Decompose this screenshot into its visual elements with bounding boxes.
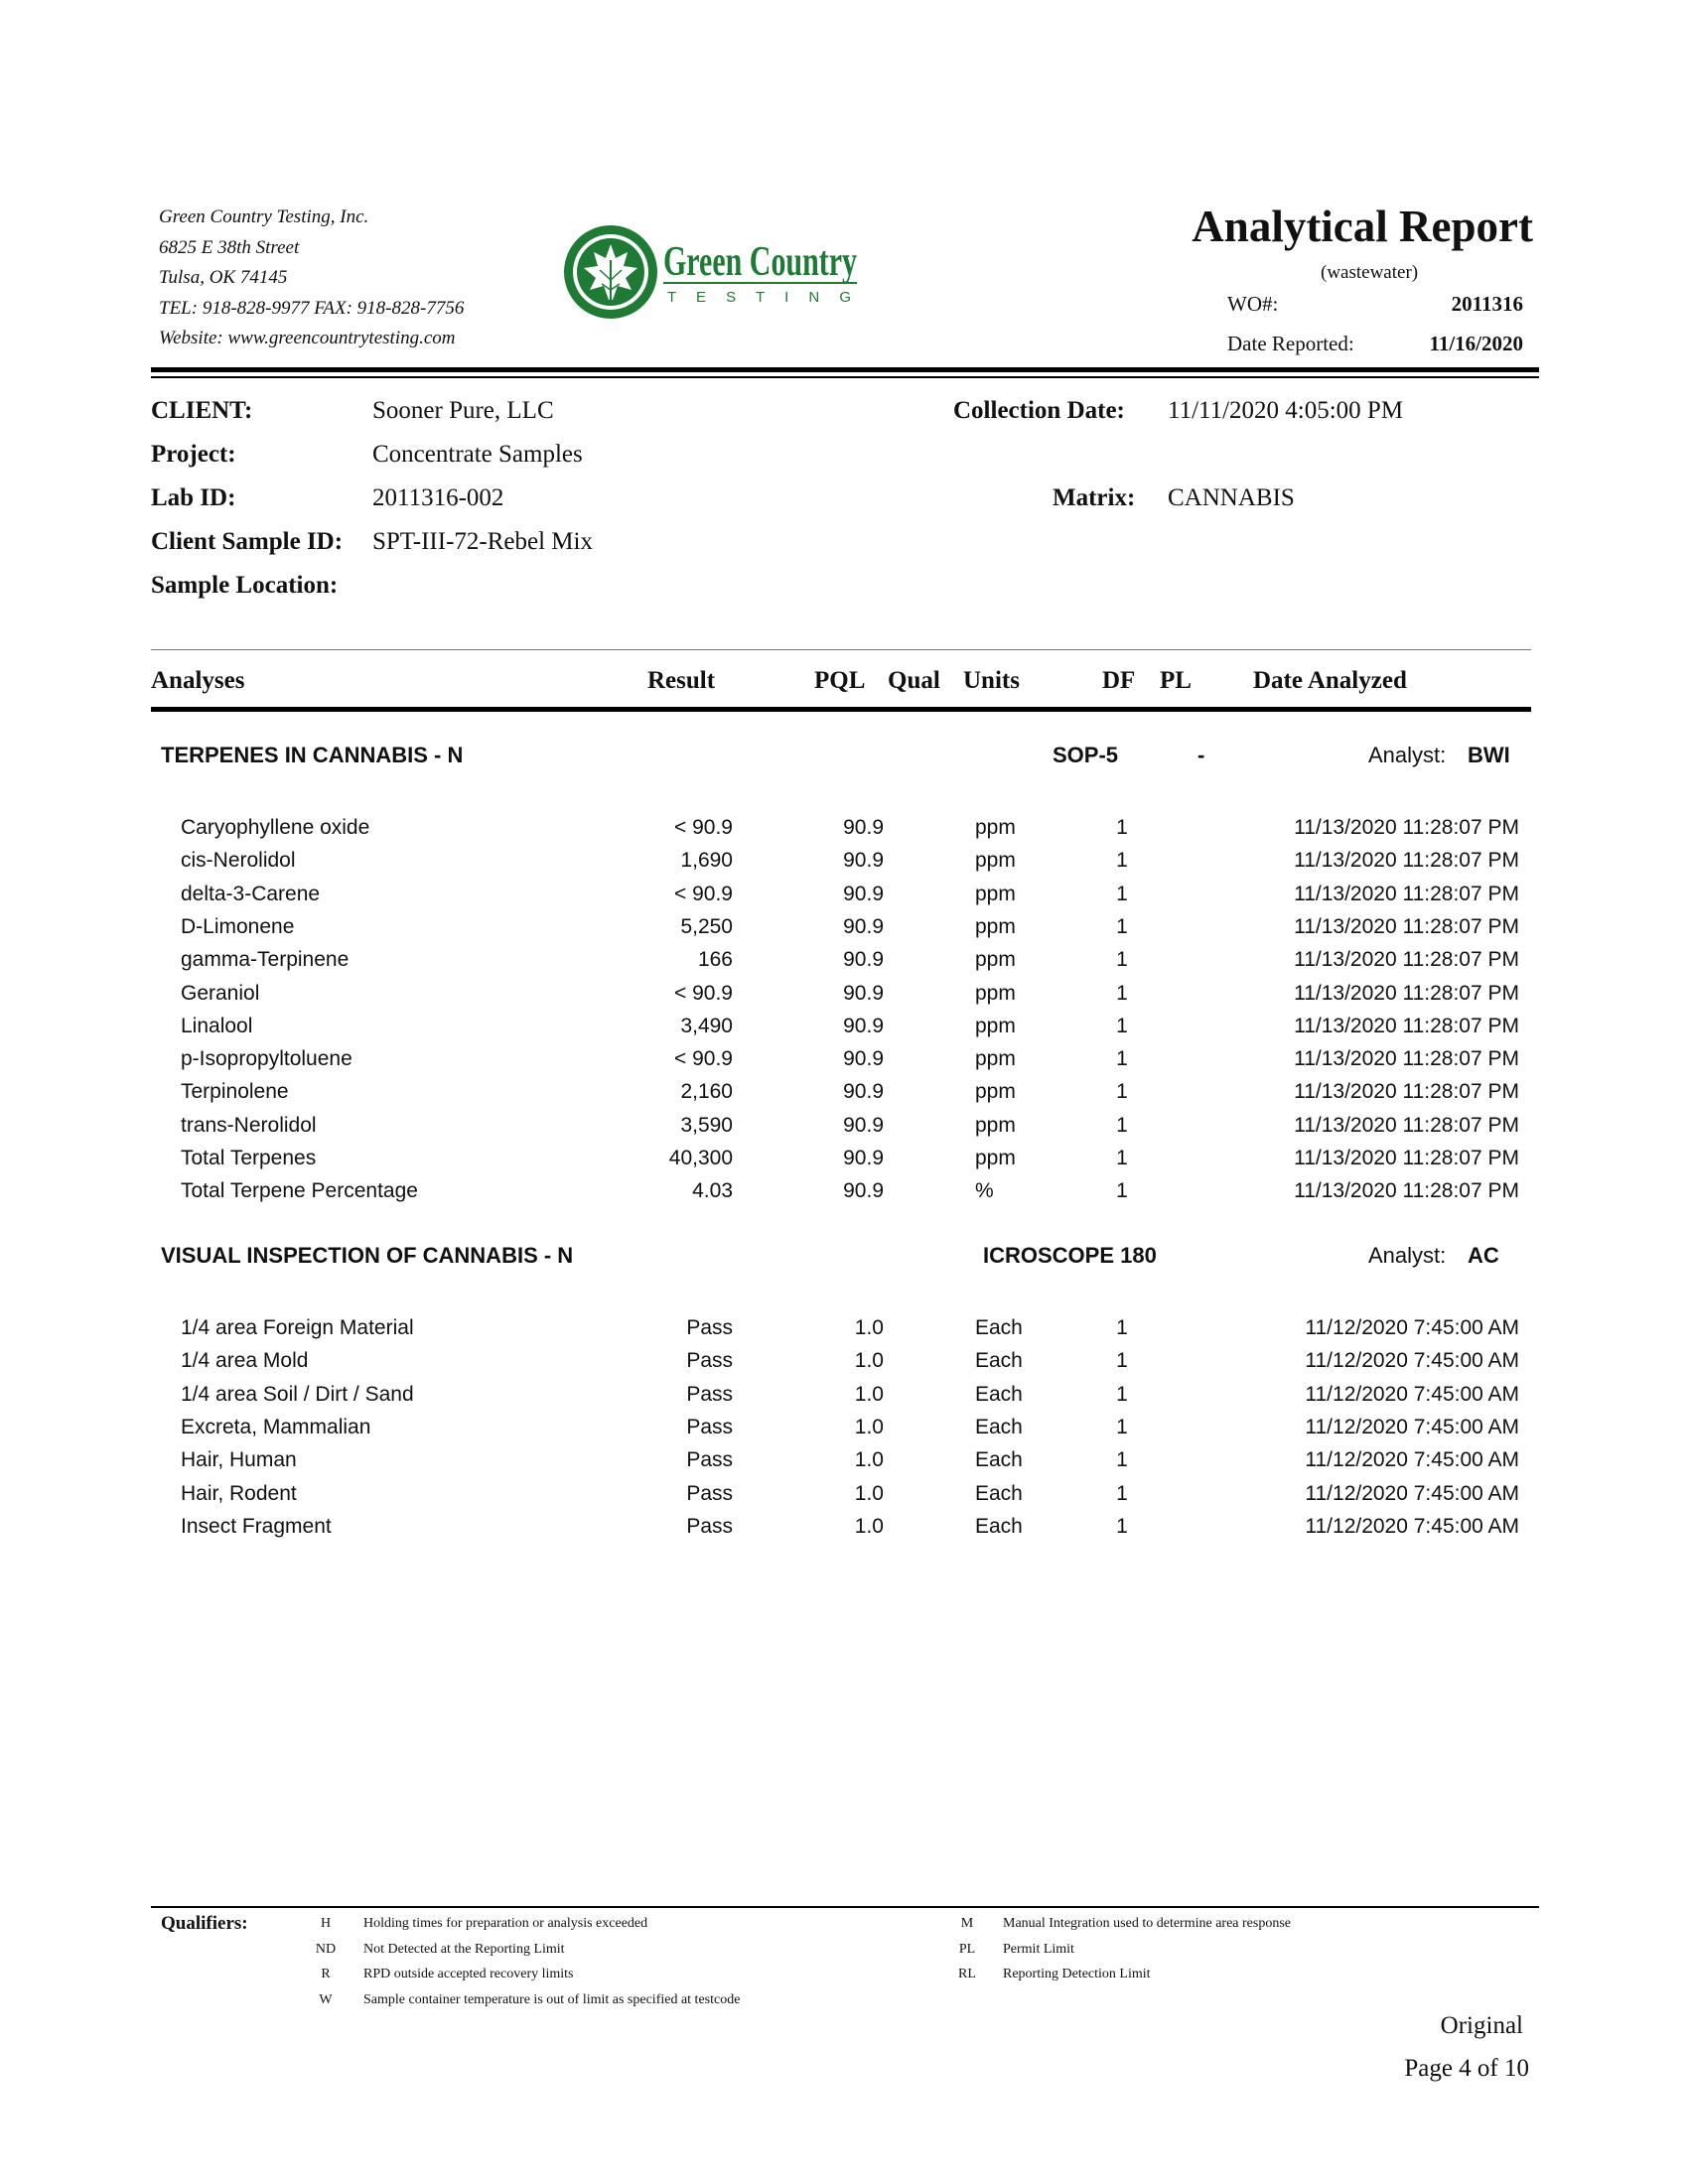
matrix-label: Matrix: bbox=[1053, 484, 1136, 511]
header-divider-thin bbox=[151, 376, 1539, 378]
units-value: ppm bbox=[975, 849, 1016, 873]
result-value: 5,250 bbox=[680, 914, 733, 938]
result-value: 3,490 bbox=[680, 1014, 733, 1037]
date-analyzed-value: 11/12/2020 7:45:00 AM bbox=[1305, 1415, 1519, 1438]
date-analyzed-value: 11/12/2020 7:45:00 AM bbox=[1305, 1316, 1519, 1339]
analyte-name: Geraniol bbox=[181, 981, 260, 1005]
lab-id-value: 2011316-002 bbox=[372, 484, 504, 511]
section-method: ICROSCOPE 180 bbox=[983, 1243, 1157, 1268]
analyte-name: p-Isopropyltoluene bbox=[181, 1047, 352, 1071]
date-analyzed-value: 11/12/2020 7:45:00 AM bbox=[1305, 1481, 1519, 1505]
date-analyzed-value: 11/13/2020 11:28:07 PM bbox=[1294, 1147, 1519, 1169]
company-website: Website: www.greencountrytesting.com bbox=[159, 328, 456, 348]
table-row bbox=[0, 849, 1688, 882]
qualifiers-title: Qualifiers: bbox=[161, 1913, 248, 1934]
units-value: Each bbox=[975, 1316, 1023, 1339]
pql-value: 1.0 bbox=[854, 1382, 884, 1406]
client-value: Sooner Pure, LLC bbox=[372, 397, 554, 424]
qualifier-code: W bbox=[319, 1991, 333, 2007]
analyte-name: 1/4 area Mold bbox=[181, 1349, 309, 1373]
table-row bbox=[0, 1349, 1688, 1382]
company-name: Green Country Testing, Inc. bbox=[159, 206, 369, 227]
pql-value: 90.9 bbox=[843, 882, 884, 905]
date-analyzed-value: 11/13/2020 11:28:07 PM bbox=[1294, 948, 1519, 972]
result-value: < 90.9 bbox=[674, 882, 733, 905]
info-divider bbox=[151, 649, 1531, 650]
date-analyzed-value: 11/13/2020 11:28:07 PM bbox=[1294, 1179, 1519, 1203]
date-analyzed-value: 11/13/2020 11:28:07 PM bbox=[1294, 1047, 1519, 1071]
date-analyzed-value: 11/13/2020 11:28:07 PM bbox=[1294, 1080, 1519, 1104]
collection-date-label: Collection Date: bbox=[953, 397, 1125, 424]
analyst-value: AC bbox=[1468, 1243, 1499, 1268]
result-value: < 90.9 bbox=[674, 981, 733, 1005]
pql-value: 90.9 bbox=[843, 948, 884, 972]
collection-date-value: 11/11/2020 4:05:00 PM bbox=[1168, 397, 1404, 424]
pql-value: 90.9 bbox=[843, 1047, 884, 1071]
header-result: Result bbox=[647, 667, 716, 694]
units-value: Each bbox=[975, 1349, 1023, 1373]
qualifier-description: Reporting Detection Limit bbox=[1003, 1967, 1151, 1981]
analyte-name: Total Terpenes bbox=[181, 1147, 317, 1169]
date-analyzed-value: 11/13/2020 11:28:07 PM bbox=[1294, 914, 1519, 938]
green-country-logo bbox=[556, 220, 864, 330]
date-analyzed-value: 11/13/2020 11:28:07 PM bbox=[1294, 1014, 1519, 1037]
pql-value: 90.9 bbox=[843, 914, 884, 938]
pql-value: 90.9 bbox=[843, 981, 884, 1005]
table-row bbox=[0, 816, 1688, 849]
units-value: ppm bbox=[975, 1047, 1016, 1071]
table-row bbox=[0, 1383, 1688, 1416]
qualifier-description: Not Detected at the Reporting Limit bbox=[363, 1941, 565, 1957]
units-value: Each bbox=[975, 1481, 1023, 1505]
section-title: TERPENES IN CANNABIS - N bbox=[161, 743, 464, 767]
result-value: Pass bbox=[686, 1514, 733, 1538]
result-value: Pass bbox=[686, 1448, 733, 1472]
header-pl: PL bbox=[1160, 667, 1192, 694]
qualifier-description: Holding times for preparation or analysis exceeded bbox=[363, 1916, 648, 1931]
df-value: 1 bbox=[1116, 816, 1128, 839]
analyte-name: Terpinolene bbox=[181, 1080, 289, 1104]
units-value: ppm bbox=[975, 1080, 1016, 1104]
analyte-name: trans-Nerolidol bbox=[181, 1113, 317, 1137]
qualifier-description: Sample container temperature is out of limit as specified at testcode bbox=[363, 1991, 741, 2007]
report-subtitle: (wastewater) bbox=[1321, 262, 1419, 283]
table-row bbox=[0, 1015, 1688, 1047]
units-value: ppm bbox=[975, 1113, 1016, 1137]
result-value: 40,300 bbox=[668, 1147, 733, 1169]
logo-text-bottom: T E S T I N G bbox=[667, 289, 851, 306]
result-value: Pass bbox=[686, 1316, 733, 1339]
df-value: 1 bbox=[1116, 1448, 1128, 1472]
pql-value: 1.0 bbox=[854, 1481, 884, 1505]
table-row bbox=[0, 883, 1688, 915]
table-row bbox=[0, 982, 1688, 1015]
result-value: 1,690 bbox=[680, 849, 733, 873]
client-label: CLIENT: bbox=[151, 397, 253, 424]
date-reported-value: 11/16/2020 bbox=[1429, 332, 1523, 355]
client-sample-id-label: Client Sample ID: bbox=[151, 528, 344, 555]
sample-location-label: Sample Location: bbox=[151, 572, 339, 599]
df-value: 1 bbox=[1116, 1382, 1128, 1406]
date-analyzed-value: 11/13/2020 11:28:07 PM bbox=[1294, 882, 1519, 905]
qualifier-code: H bbox=[320, 1916, 332, 1931]
date-analyzed-value: 11/12/2020 7:45:00 AM bbox=[1305, 1349, 1519, 1373]
df-value: 1 bbox=[1116, 849, 1128, 873]
result-value: < 90.9 bbox=[674, 1047, 733, 1071]
header-units: Units bbox=[963, 667, 1020, 694]
table-header-divider bbox=[151, 707, 1531, 712]
date-analyzed-value: 11/13/2020 11:28:07 PM bbox=[1294, 1113, 1519, 1137]
units-value: Each bbox=[975, 1415, 1023, 1438]
df-value: 1 bbox=[1116, 1147, 1128, 1169]
date-reported-label: Date Reported: bbox=[1227, 332, 1354, 355]
analyte-name: Insect Fragment bbox=[181, 1514, 332, 1538]
df-value: 1 bbox=[1116, 1080, 1128, 1104]
company-city: Tulsa, OK 74145 bbox=[159, 267, 288, 288]
table-row bbox=[0, 1416, 1688, 1448]
pql-value: 90.9 bbox=[843, 1014, 884, 1037]
analyte-name: Linalool bbox=[181, 1014, 253, 1037]
table-row bbox=[0, 915, 1688, 948]
units-value: % bbox=[975, 1179, 994, 1203]
pql-value: 90.9 bbox=[843, 849, 884, 873]
qualifier-code: M bbox=[960, 1916, 974, 1931]
date-analyzed-value: 11/13/2020 11:28:07 PM bbox=[1294, 816, 1519, 839]
units-value: ppm bbox=[975, 981, 1016, 1005]
pql-value: 90.9 bbox=[843, 1147, 884, 1169]
units-value: Each bbox=[975, 1514, 1023, 1538]
analyte-name: Caryophyllene oxide bbox=[181, 816, 370, 839]
analyte-name: Hair, Human bbox=[181, 1448, 297, 1472]
matrix-value: CANNABIS bbox=[1168, 484, 1295, 511]
pql-value: 1.0 bbox=[854, 1316, 884, 1339]
logo-text-top: Green Country bbox=[663, 239, 857, 285]
units-value: ppm bbox=[975, 882, 1016, 905]
pql-value: 90.9 bbox=[843, 816, 884, 839]
section-method: SOP-5 bbox=[1053, 743, 1119, 767]
analyte-name: 1/4 area Foreign Material bbox=[181, 1316, 414, 1339]
qualifier-code: ND bbox=[315, 1941, 337, 1957]
df-value: 1 bbox=[1116, 948, 1128, 972]
analyst-label: Analyst: bbox=[1368, 743, 1447, 767]
header-analyses: Analyses bbox=[151, 667, 245, 694]
lab-id-label: Lab ID: bbox=[151, 484, 236, 511]
pql-value: 1.0 bbox=[854, 1448, 884, 1472]
analyst-value: BWI bbox=[1468, 743, 1510, 767]
pql-value: 90.9 bbox=[843, 1080, 884, 1104]
project-value: Concentrate Samples bbox=[372, 441, 583, 468]
analyte-name: cis-Nerolidol bbox=[181, 849, 296, 873]
pql-value: 90.9 bbox=[843, 1113, 884, 1137]
result-value: Pass bbox=[686, 1382, 733, 1406]
df-value: 1 bbox=[1116, 1514, 1128, 1538]
report-title: Analytical Report bbox=[1192, 202, 1533, 251]
company-phone-fax: TEL: 918-828-9977 FAX: 918-828-7756 bbox=[159, 297, 465, 319]
units-value: ppm bbox=[975, 948, 1016, 972]
qualifier-code: PL bbox=[958, 1941, 976, 1957]
pql-value: 1.0 bbox=[854, 1514, 884, 1538]
pql-value: 90.9 bbox=[843, 1179, 884, 1203]
table-row bbox=[0, 1316, 1688, 1349]
client-sample-id-value: SPT-III-72-Rebel Mix bbox=[372, 528, 593, 555]
df-value: 1 bbox=[1116, 882, 1128, 905]
result-value: Pass bbox=[686, 1415, 733, 1438]
pql-value: 1.0 bbox=[854, 1415, 884, 1438]
result-value: 2,160 bbox=[680, 1080, 733, 1104]
qualifier-description: RPD outside accepted recovery limits bbox=[363, 1967, 574, 1981]
table-row bbox=[0, 948, 1688, 981]
result-value: 166 bbox=[697, 948, 733, 972]
original-label: Original bbox=[1440, 2012, 1523, 2039]
analyte-name: 1/4 area Soil / Dirt / Sand bbox=[181, 1382, 414, 1406]
header-pql: PQL bbox=[814, 667, 866, 694]
df-value: 1 bbox=[1116, 1349, 1128, 1373]
analyte-name: gamma-Terpinene bbox=[181, 948, 350, 972]
df-value: 1 bbox=[1116, 1481, 1128, 1505]
header-divider-thick bbox=[151, 367, 1539, 372]
units-value: Each bbox=[975, 1448, 1023, 1472]
table-row bbox=[0, 1482, 1688, 1515]
units-value: Each bbox=[975, 1382, 1023, 1406]
result-value: 4.03 bbox=[692, 1179, 733, 1203]
page-number: Page 4 of 10 bbox=[1404, 2055, 1529, 2082]
df-value: 1 bbox=[1116, 1415, 1128, 1438]
result-value: < 90.9 bbox=[674, 816, 733, 839]
table-row bbox=[0, 1047, 1688, 1080]
result-value: Pass bbox=[686, 1481, 733, 1505]
df-value: 1 bbox=[1116, 981, 1128, 1005]
header-date-analyzed: Date Analyzed bbox=[1253, 667, 1407, 694]
wo-label: WO#: bbox=[1227, 292, 1279, 316]
table-row bbox=[0, 1080, 1688, 1113]
qualifier-code: RL bbox=[958, 1967, 976, 1981]
analyte-name: Hair, Rodent bbox=[181, 1481, 297, 1505]
section-title: VISUAL INSPECTION OF CANNABIS - N bbox=[161, 1243, 574, 1268]
date-analyzed-value: 11/12/2020 7:45:00 AM bbox=[1305, 1514, 1519, 1538]
analyst-label: Analyst: bbox=[1368, 1243, 1447, 1268]
units-value: ppm bbox=[975, 816, 1016, 839]
qualifier-description: Permit Limit bbox=[1003, 1941, 1074, 1957]
footer-divider bbox=[151, 1906, 1539, 1908]
df-value: 1 bbox=[1116, 1316, 1128, 1339]
result-value: 3,590 bbox=[680, 1113, 733, 1137]
df-value: 1 bbox=[1116, 914, 1128, 938]
date-analyzed-value: 11/13/2020 11:28:07 PM bbox=[1294, 981, 1519, 1005]
section-dash: - bbox=[1197, 743, 1205, 767]
units-value: ppm bbox=[975, 1014, 1016, 1037]
company-address-block bbox=[159, 203, 464, 354]
project-label: Project: bbox=[151, 441, 236, 468]
date-analyzed-value: 11/12/2020 7:45:00 AM bbox=[1305, 1448, 1519, 1472]
date-analyzed-value: 11/12/2020 7:45:00 AM bbox=[1305, 1382, 1519, 1406]
df-value: 1 bbox=[1116, 1179, 1128, 1203]
analyte-name: D-Limonene bbox=[181, 914, 295, 938]
units-value: ppm bbox=[975, 1147, 1016, 1169]
pql-value: 1.0 bbox=[854, 1349, 884, 1373]
result-value: Pass bbox=[686, 1349, 733, 1373]
maple-leaf-icon bbox=[556, 220, 864, 330]
df-value: 1 bbox=[1116, 1113, 1128, 1137]
table-row bbox=[0, 1147, 1688, 1179]
table-row bbox=[0, 1114, 1688, 1147]
wo-value: 2011316 bbox=[1451, 292, 1523, 316]
units-value: ppm bbox=[975, 914, 1016, 938]
qualifier-code: R bbox=[321, 1967, 331, 1981]
header-df: DF bbox=[1102, 667, 1136, 694]
analyte-name: delta-3-Carene bbox=[181, 882, 321, 905]
table-row bbox=[0, 1515, 1688, 1548]
company-street: 6825 E 38th Street bbox=[159, 236, 300, 258]
table-row bbox=[0, 1179, 1688, 1212]
header-qual: Qual bbox=[888, 667, 940, 694]
analyte-name: Excreta, Mammalian bbox=[181, 1415, 371, 1438]
df-value: 1 bbox=[1116, 1047, 1128, 1071]
table-row bbox=[0, 1448, 1688, 1481]
date-analyzed-value: 11/13/2020 11:28:07 PM bbox=[1294, 849, 1519, 873]
qualifier-description: Manual Integration used to determine area response bbox=[1003, 1916, 1292, 1931]
analyte-name: Total Terpene Percentage bbox=[181, 1179, 418, 1203]
df-value: 1 bbox=[1116, 1014, 1128, 1037]
